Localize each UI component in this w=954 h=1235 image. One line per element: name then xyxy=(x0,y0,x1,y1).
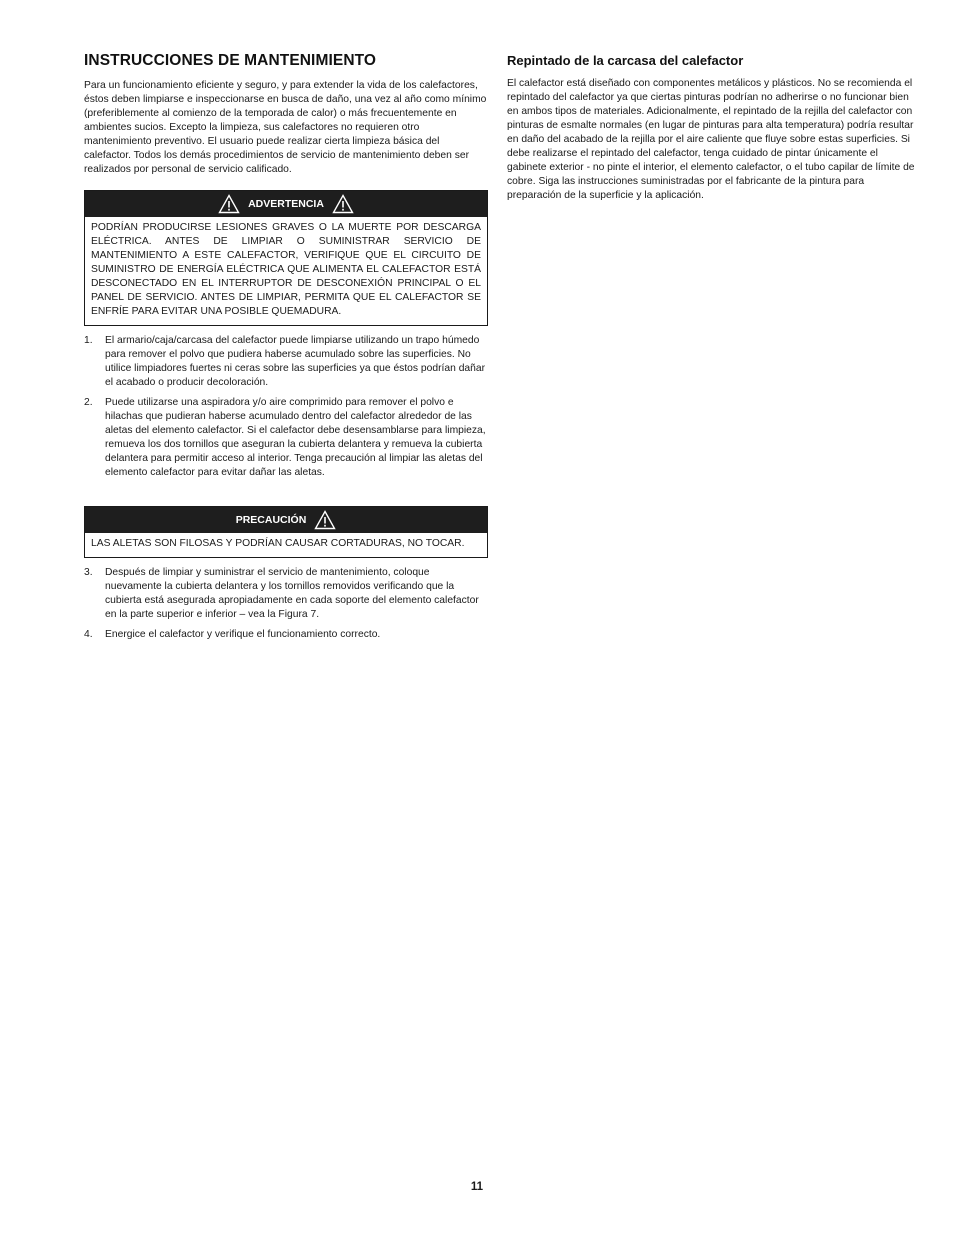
steps-list-a xyxy=(84,334,488,480)
warning-triangle-icon xyxy=(218,194,240,214)
warning-text: PODRÍAN PRODUCIRSE LESIONES GRAVES O LA MUERTE POR DESCARGA ELÉCTRICA. ANTES DE LIMPIAR O SUMINISTRAR SERVICIO DE MANTENIMIENTO A ESTE CALEFACTOR, VERIFIQUE QUE EL CIRCUITO DE SUMINISTRO DE ENERGÍA ELÉCTRICA QUE ALIMENTA EL CALEFACTOR ESTÁ DESCONECTADO EN EL INTERRUPTOR DE DESCONEXIÓN PRINCIPAL O EL PANEL DE SERVICIO. ANTES DE LIMPIAR, PERMITA QUE EL CALEFACTOR SE ENFRÍE PARA EVITAR UNA POSIBLE QUEMADURA. xyxy=(91,222,481,317)
warning-label: ADVERTENCIA xyxy=(248,198,324,210)
steps-list-b xyxy=(84,566,488,642)
warning-box xyxy=(84,190,488,326)
warning-triangle-icon xyxy=(314,510,336,530)
warning-triangle-icon xyxy=(332,194,354,214)
caution-label: PRECAUCIÓN xyxy=(235,514,307,526)
step-number: 3. xyxy=(84,567,93,578)
intro-paragraph: Para un funcionamiento eficiente y seguro, y para extender la vida de los calefactores, éstos deben limpiarse e inspeccionarse en busca de daño, una vez al año como mínimo (preferiblemente al comienzo de la temporada de calor) o más frecuentemente en ambientes sucios. Excepto la limpieza, sus calefactores no requieren otro mantenimiento preventivo. El usuario puede realizar cierta limpieza básica del calefactor. Todos los demás procedimientos de servicio de mantenimiento deben ser realizados por personal de servicio calificado. xyxy=(84,80,487,175)
caution-text: LAS ALETAS SON FILOSAS Y PODRÍAN CAUSAR CORTADURAS, NO TOCAR. xyxy=(91,538,465,549)
list-item xyxy=(84,566,488,622)
step-text: Energice el calefactor y verifique el funcionamiento correcto. xyxy=(105,629,381,640)
step-number: 4. xyxy=(84,629,93,640)
left-column xyxy=(84,52,488,648)
list-item xyxy=(84,396,488,480)
repaint-paragraph: El calefactor está diseñado con componentes metálicos y plásticos. No se recomienda el repintado del calefactor ya que ciertas pinturas podrían no adherirse o no funcionar bien en ambos tipos de materiales. Adicionalmente, el repintado de la rejilla del calefactor con pinturas de esmalte normales (en lugar de pinturas para alta temperatura) podría resultar en daño del acabado de la rejilla por el aire caliente que fluye sobre estas superficies. Si debe realizarse el repintado del calefactor, tenga cuidado de pintar únicamente el gabinete exterior - no pinte el interior, el elemento calefactor, o el tubo capilar de límite de cobre. Siga las instrucciones suministradas por el fabricante de la pintura para preparación de la superficie y la aplicación. xyxy=(507,78,915,201)
warning-header xyxy=(85,191,487,217)
right-column xyxy=(507,53,915,203)
caution-header xyxy=(85,507,487,533)
list-item xyxy=(84,334,488,390)
section-subtitle: Repintado de la carcasa del calefactor xyxy=(507,53,744,68)
step-number: 2. xyxy=(84,397,93,408)
section-title: INSTRUCCIONES DE MANTENIMIENTO xyxy=(84,52,377,69)
step-text: El armario/caja/carcasa del calefactor puede limpiarse utilizando un trapo húmedo para remover el polvo que pudiera haberse acumulado sobre las superficies. No utilice limpiadores fuertes ni ceras sobre las superficies ya que éstos podrían dañar el acabado o producir decoloración. xyxy=(105,335,486,388)
caution-box xyxy=(84,506,488,558)
step-text: Después de limpiar y suministrar el servicio de mantenimiento, coloque nuevamente la cubierta delantera y los tornillos removidos verificando que la cubierta está asegurada apropiadamente en cada soporte del elemento calefactor en la parte superior e inferior – vea la Figura 7. xyxy=(105,567,479,620)
list-item xyxy=(84,628,488,642)
page-number: 11 xyxy=(470,1181,484,1193)
step-text: Puede utilizarse una aspiradora y/o aire comprimido para remover el polvo e hilachas que pudieran haberse acumulado dentro del calefactor alrededor de las aletas del elemento calefactor. Si el calefactor debe desensamblarse para limpieza, remueva los dos tornillos que aseguran la cubierta delantera y remueva la cubierta delantera para permitir acceso al interior. Tenga precaución al limpiar las aletas del elemento calefactor para evitar dañar las aletas. xyxy=(105,397,486,478)
step-number: 1. xyxy=(84,335,93,346)
